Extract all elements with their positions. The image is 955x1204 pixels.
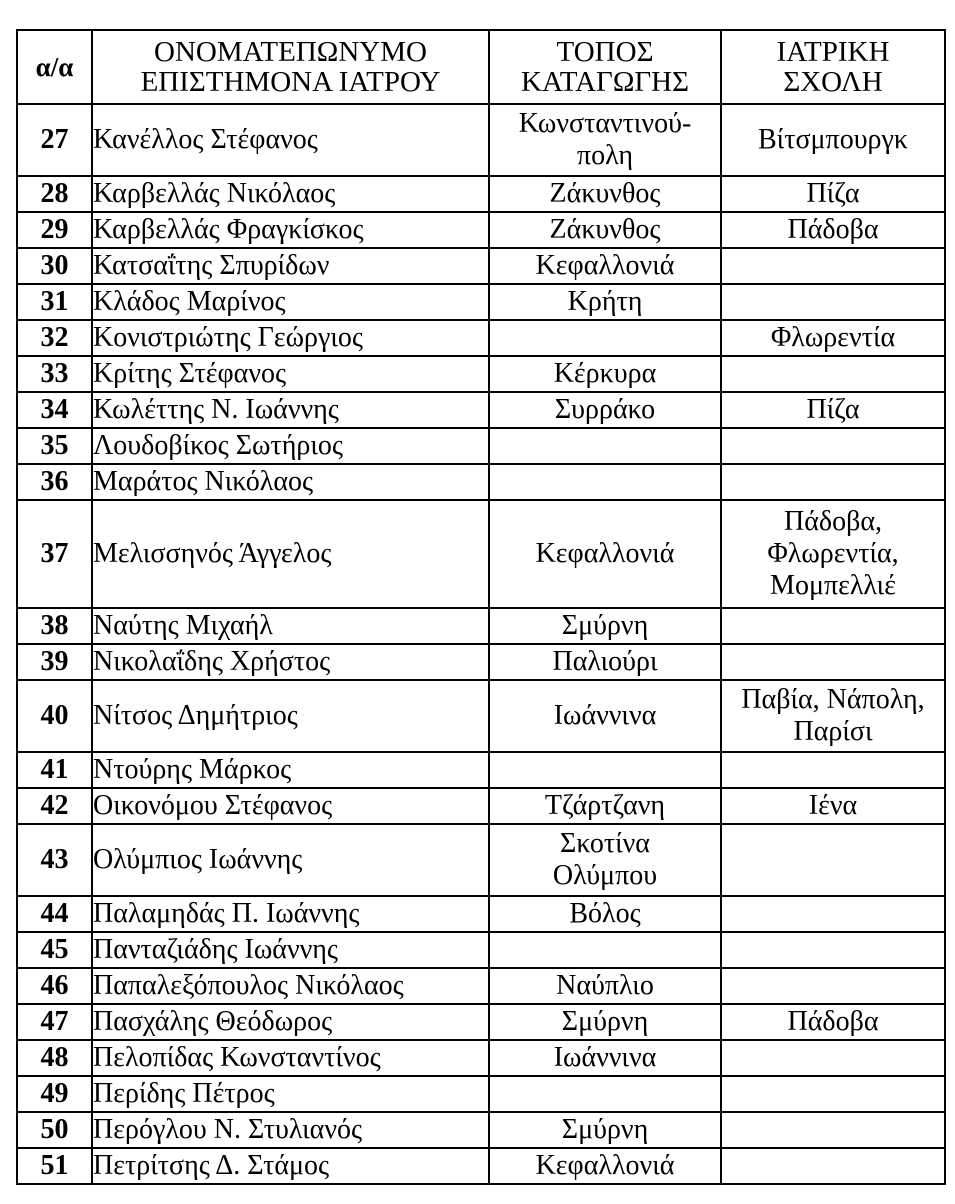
row-number-text: 30 <box>40 249 69 281</box>
row-number-text: 50 <box>40 1113 69 1145</box>
row-origin-text: Ιωάννινα <box>553 1041 657 1073</box>
row-school-cell <box>721 1004 945 1040</box>
row-name-text: Καρβελλάς Νικόλαος <box>93 177 336 209</box>
row-school-cell <box>721 788 945 824</box>
row-number-cell <box>17 248 92 284</box>
row-number-text: 33 <box>40 357 69 389</box>
table-row <box>17 176 945 212</box>
row-name-cell <box>92 1004 489 1040</box>
row-school-text: Πίζα <box>806 393 860 425</box>
table-row <box>17 932 945 968</box>
table-row <box>17 104 945 176</box>
row-origin-text: Παλιούρι <box>552 645 658 677</box>
row-origin-cell <box>489 320 721 356</box>
row-origin-text: Κεφαλλονιά <box>535 537 675 569</box>
row-number-text: 49 <box>40 1077 69 1109</box>
row-name-cell <box>92 248 489 284</box>
row-school-cell <box>721 176 945 212</box>
row-origin-text: Βόλος <box>569 897 641 929</box>
row-number-cell <box>17 1004 92 1040</box>
row-origin-text: Συρράκο <box>554 393 656 425</box>
table-row <box>17 1004 945 1040</box>
row-school-text: Πάδοβα <box>787 213 879 245</box>
row-origin-text: Ιωάννινα <box>553 699 657 731</box>
header-number: α/α <box>17 30 92 104</box>
row-name-cell <box>92 428 489 464</box>
row-number-cell <box>17 284 92 320</box>
row-school-cell <box>721 104 945 176</box>
table-row <box>17 428 945 464</box>
row-name-cell <box>92 104 489 176</box>
table-row <box>17 320 945 356</box>
table-row <box>17 1112 945 1148</box>
table-row <box>17 1040 945 1076</box>
row-school-text: Πίζα <box>806 177 860 209</box>
table-row <box>17 644 945 680</box>
header-origin: ΤΟΠΟΣ ΚΑΤΑΓΩΓΗΣ <box>489 30 721 104</box>
row-number-cell <box>17 1148 92 1184</box>
row-school-cell <box>721 1040 945 1076</box>
row-origin-cell <box>489 392 721 428</box>
row-number-text: 46 <box>40 969 69 1001</box>
row-number-text: 42 <box>40 789 69 821</box>
row-number-cell <box>17 788 92 824</box>
row-name-cell <box>92 644 489 680</box>
row-school-text: Ιένα <box>808 789 858 821</box>
row-name-text: Μαράτος Νικόλαος <box>93 465 314 497</box>
row-name-cell <box>92 968 489 1004</box>
row-name-text: Ναύτης Μιχαήλ <box>93 609 273 641</box>
row-origin-text: Ζάκυνθος <box>549 213 661 245</box>
row-name-cell <box>92 608 489 644</box>
table-row <box>17 464 945 500</box>
row-school-text: Παβία, Νάπολη, Παρίσι <box>741 683 925 747</box>
row-school-cell <box>721 464 945 500</box>
row-name-text: Μελισσηνός Άγγελος <box>93 537 332 569</box>
table-header-row <box>17 30 945 104</box>
row-name-cell <box>92 1148 489 1184</box>
table-row <box>17 356 945 392</box>
doctors-table <box>16 29 946 1185</box>
table-row <box>17 248 945 284</box>
row-number-text: 45 <box>40 933 69 965</box>
row-number-text: 43 <box>40 843 69 875</box>
row-origin-cell <box>489 752 721 788</box>
row-school-text: Πάδοβα <box>787 1005 879 1037</box>
row-origin-cell <box>489 932 721 968</box>
row-origin-cell <box>489 1112 721 1148</box>
row-name-text: Ντούρης Μάρκος <box>93 753 292 785</box>
row-origin-text: Κεφαλλονιά <box>535 1149 675 1181</box>
row-number-cell <box>17 212 92 248</box>
row-number-cell <box>17 428 92 464</box>
row-origin-cell <box>489 284 721 320</box>
row-origin-text: Σμύρνη <box>561 1005 649 1037</box>
row-name-text: Ολύμπιος Ιωάννης <box>93 843 303 875</box>
row-school-text: Πάδοβα, Φλωρεντία, Μομπελλιέ <box>767 505 899 602</box>
table-row <box>17 1076 945 1112</box>
row-name-text: Κονιστριώτης Γεώργιος <box>93 321 364 353</box>
row-name-cell <box>92 1112 489 1148</box>
row-origin-cell <box>489 428 721 464</box>
row-name-cell <box>92 824 489 896</box>
row-school-cell <box>721 932 945 968</box>
row-school-cell <box>721 644 945 680</box>
row-name-cell <box>92 1040 489 1076</box>
row-origin-cell <box>489 896 721 932</box>
row-origin-text: Τζάρτζανη <box>544 789 666 821</box>
table-row <box>17 212 945 248</box>
row-school-cell <box>721 752 945 788</box>
row-name-cell <box>92 932 489 968</box>
row-number-text: 44 <box>40 897 69 929</box>
row-name-cell <box>92 212 489 248</box>
row-school-cell <box>721 284 945 320</box>
row-number-cell <box>17 1112 92 1148</box>
table-row <box>17 680 945 752</box>
row-name-cell <box>92 392 489 428</box>
row-name-text: Κωλέττης Ν. Ιωάννης <box>93 393 339 425</box>
row-name-text: Παλαμηδάς Π. Ιωάννης <box>93 897 360 929</box>
row-number-cell <box>17 608 92 644</box>
row-name-cell <box>92 464 489 500</box>
row-origin-cell <box>489 212 721 248</box>
row-name-text: Παπαλεξόπουλος Νικόλαος <box>93 969 404 1001</box>
row-number-cell <box>17 680 92 752</box>
row-name-text: Καρβελλάς Φραγκίσκος <box>93 213 364 245</box>
row-school-cell <box>721 968 945 1004</box>
row-number-text: 35 <box>40 429 69 461</box>
row-number-cell <box>17 968 92 1004</box>
row-number-text: 51 <box>40 1149 69 1181</box>
row-origin-cell <box>489 248 721 284</box>
row-name-cell <box>92 788 489 824</box>
row-school-cell <box>721 680 945 752</box>
row-name-text: Πασχάλης Θεόδωρος <box>93 1005 333 1037</box>
row-number-text: 36 <box>40 465 69 497</box>
row-number-cell <box>17 392 92 428</box>
row-number-text: 38 <box>40 609 69 641</box>
table-row <box>17 500 945 608</box>
row-name-text: Πελοπίδας Κωνσταντίνος <box>93 1041 381 1073</box>
row-school-cell <box>721 356 945 392</box>
row-number-cell <box>17 1076 92 1112</box>
row-number-cell <box>17 176 92 212</box>
row-number-text: 27 <box>40 123 69 155</box>
row-number-text: 32 <box>40 321 69 353</box>
row-name-cell <box>92 500 489 608</box>
row-school-cell <box>721 248 945 284</box>
row-origin-cell <box>489 680 721 752</box>
row-school-cell <box>721 896 945 932</box>
row-number-text: 29 <box>40 213 69 245</box>
row-number-text: 34 <box>40 393 69 425</box>
row-origin-text: Ζάκυνθος <box>549 177 661 209</box>
row-name-text: Λουδοβίκος Σωτήριος <box>93 429 343 461</box>
table-row <box>17 824 945 896</box>
row-name-text: Κανέλλος Στέφανος <box>93 123 318 155</box>
row-name-text: Πετρίτσης Δ. Στάμος <box>93 1149 330 1181</box>
row-name-cell <box>92 320 489 356</box>
table-row <box>17 896 945 932</box>
table-row <box>17 1148 945 1184</box>
row-origin-text: Κωνσταντινού- πολη <box>518 107 692 171</box>
row-name-text: Οικονόμου Στέφανος <box>93 789 333 821</box>
row-name-cell <box>92 356 489 392</box>
row-origin-cell <box>489 1148 721 1184</box>
table-row <box>17 788 945 824</box>
row-origin-text: Σμύρνη <box>561 609 649 641</box>
row-school-cell <box>721 212 945 248</box>
row-school-cell <box>721 1148 945 1184</box>
row-origin-cell <box>489 464 721 500</box>
row-number-text: 39 <box>40 645 69 677</box>
table-row <box>17 968 945 1004</box>
row-origin-cell <box>489 968 721 1004</box>
row-origin-cell <box>489 1040 721 1076</box>
row-name-cell <box>92 896 489 932</box>
row-number-cell <box>17 104 92 176</box>
row-name-text: Νίτσος Δημήτριος <box>93 699 298 731</box>
row-school-cell <box>721 428 945 464</box>
row-origin-cell <box>489 356 721 392</box>
row-name-cell <box>92 176 489 212</box>
row-origin-text: Σμύρνη <box>561 1113 649 1145</box>
row-school-text: Φλωρεντία <box>770 321 896 353</box>
row-name-text: Περίδης Πέτρος <box>93 1077 275 1109</box>
row-number-cell <box>17 500 92 608</box>
table-row <box>17 392 945 428</box>
row-number-text: 31 <box>40 285 69 317</box>
row-origin-cell <box>489 1076 721 1112</box>
row-number-cell <box>17 464 92 500</box>
row-number-cell <box>17 752 92 788</box>
row-number-text: 41 <box>40 753 69 785</box>
row-name-text: Περόγλου Ν. Στυλιανός <box>93 1113 363 1145</box>
row-name-cell <box>92 680 489 752</box>
row-name-cell <box>92 752 489 788</box>
row-number-cell <box>17 824 92 896</box>
row-origin-cell <box>489 788 721 824</box>
row-name-cell <box>92 1076 489 1112</box>
row-number-text: 47 <box>40 1005 69 1037</box>
row-name-text: Κατσαΐτης Σπυρίδων <box>93 249 330 281</box>
row-origin-cell <box>489 608 721 644</box>
row-origin-text: Κρήτη <box>567 285 643 317</box>
row-school-text: Βίτσμπουργκ <box>757 123 909 155</box>
row-origin-text: Κέρκυρα <box>553 357 657 389</box>
row-school-cell <box>721 608 945 644</box>
row-name-text: Πανταζιάδης Ιωάννης <box>93 933 339 965</box>
row-school-cell <box>721 320 945 356</box>
row-school-cell <box>721 392 945 428</box>
row-school-cell <box>721 1076 945 1112</box>
row-school-cell <box>721 500 945 608</box>
row-number-cell <box>17 896 92 932</box>
row-origin-text: Ναύπλιο <box>556 969 654 1001</box>
row-number-cell <box>17 356 92 392</box>
row-name-cell <box>92 284 489 320</box>
row-name-text: Νικολαΐδης Χρήστος <box>93 645 331 677</box>
row-number-cell <box>17 320 92 356</box>
row-name-text: Κρίτης Στέφανος <box>93 357 287 389</box>
header-name: ΟΝΟΜΑΤΕΠΩΝΥΜΟ ΕΠΙΣΤΗΜΟΝΑ ΙΑΤΡΟΥ <box>92 30 489 104</box>
table-row <box>17 608 945 644</box>
row-origin-cell <box>489 104 721 176</box>
row-origin-text: Σκοτίνα Ολύμπου <box>552 827 658 891</box>
row-school-cell <box>721 824 945 896</box>
table-row <box>17 284 945 320</box>
row-origin-cell <box>489 1004 721 1040</box>
row-origin-cell <box>489 500 721 608</box>
row-number-cell <box>17 1040 92 1076</box>
row-number-text: 48 <box>40 1041 69 1073</box>
row-origin-cell <box>489 644 721 680</box>
row-number-text: 37 <box>40 537 69 569</box>
row-number-text: 28 <box>40 177 69 209</box>
row-origin-cell <box>489 176 721 212</box>
row-number-cell <box>17 932 92 968</box>
row-name-text: Κλάδος Μαρίνος <box>93 285 286 317</box>
row-origin-text: Κεφαλλονιά <box>535 249 675 281</box>
row-number-text: 40 <box>40 699 69 731</box>
row-number-cell <box>17 644 92 680</box>
table-row <box>17 752 945 788</box>
row-school-cell <box>721 1112 945 1148</box>
row-origin-cell <box>489 824 721 896</box>
header-school: ΙΑΤΡΙΚΗ ΣΧΟΛΗ <box>721 30 945 104</box>
